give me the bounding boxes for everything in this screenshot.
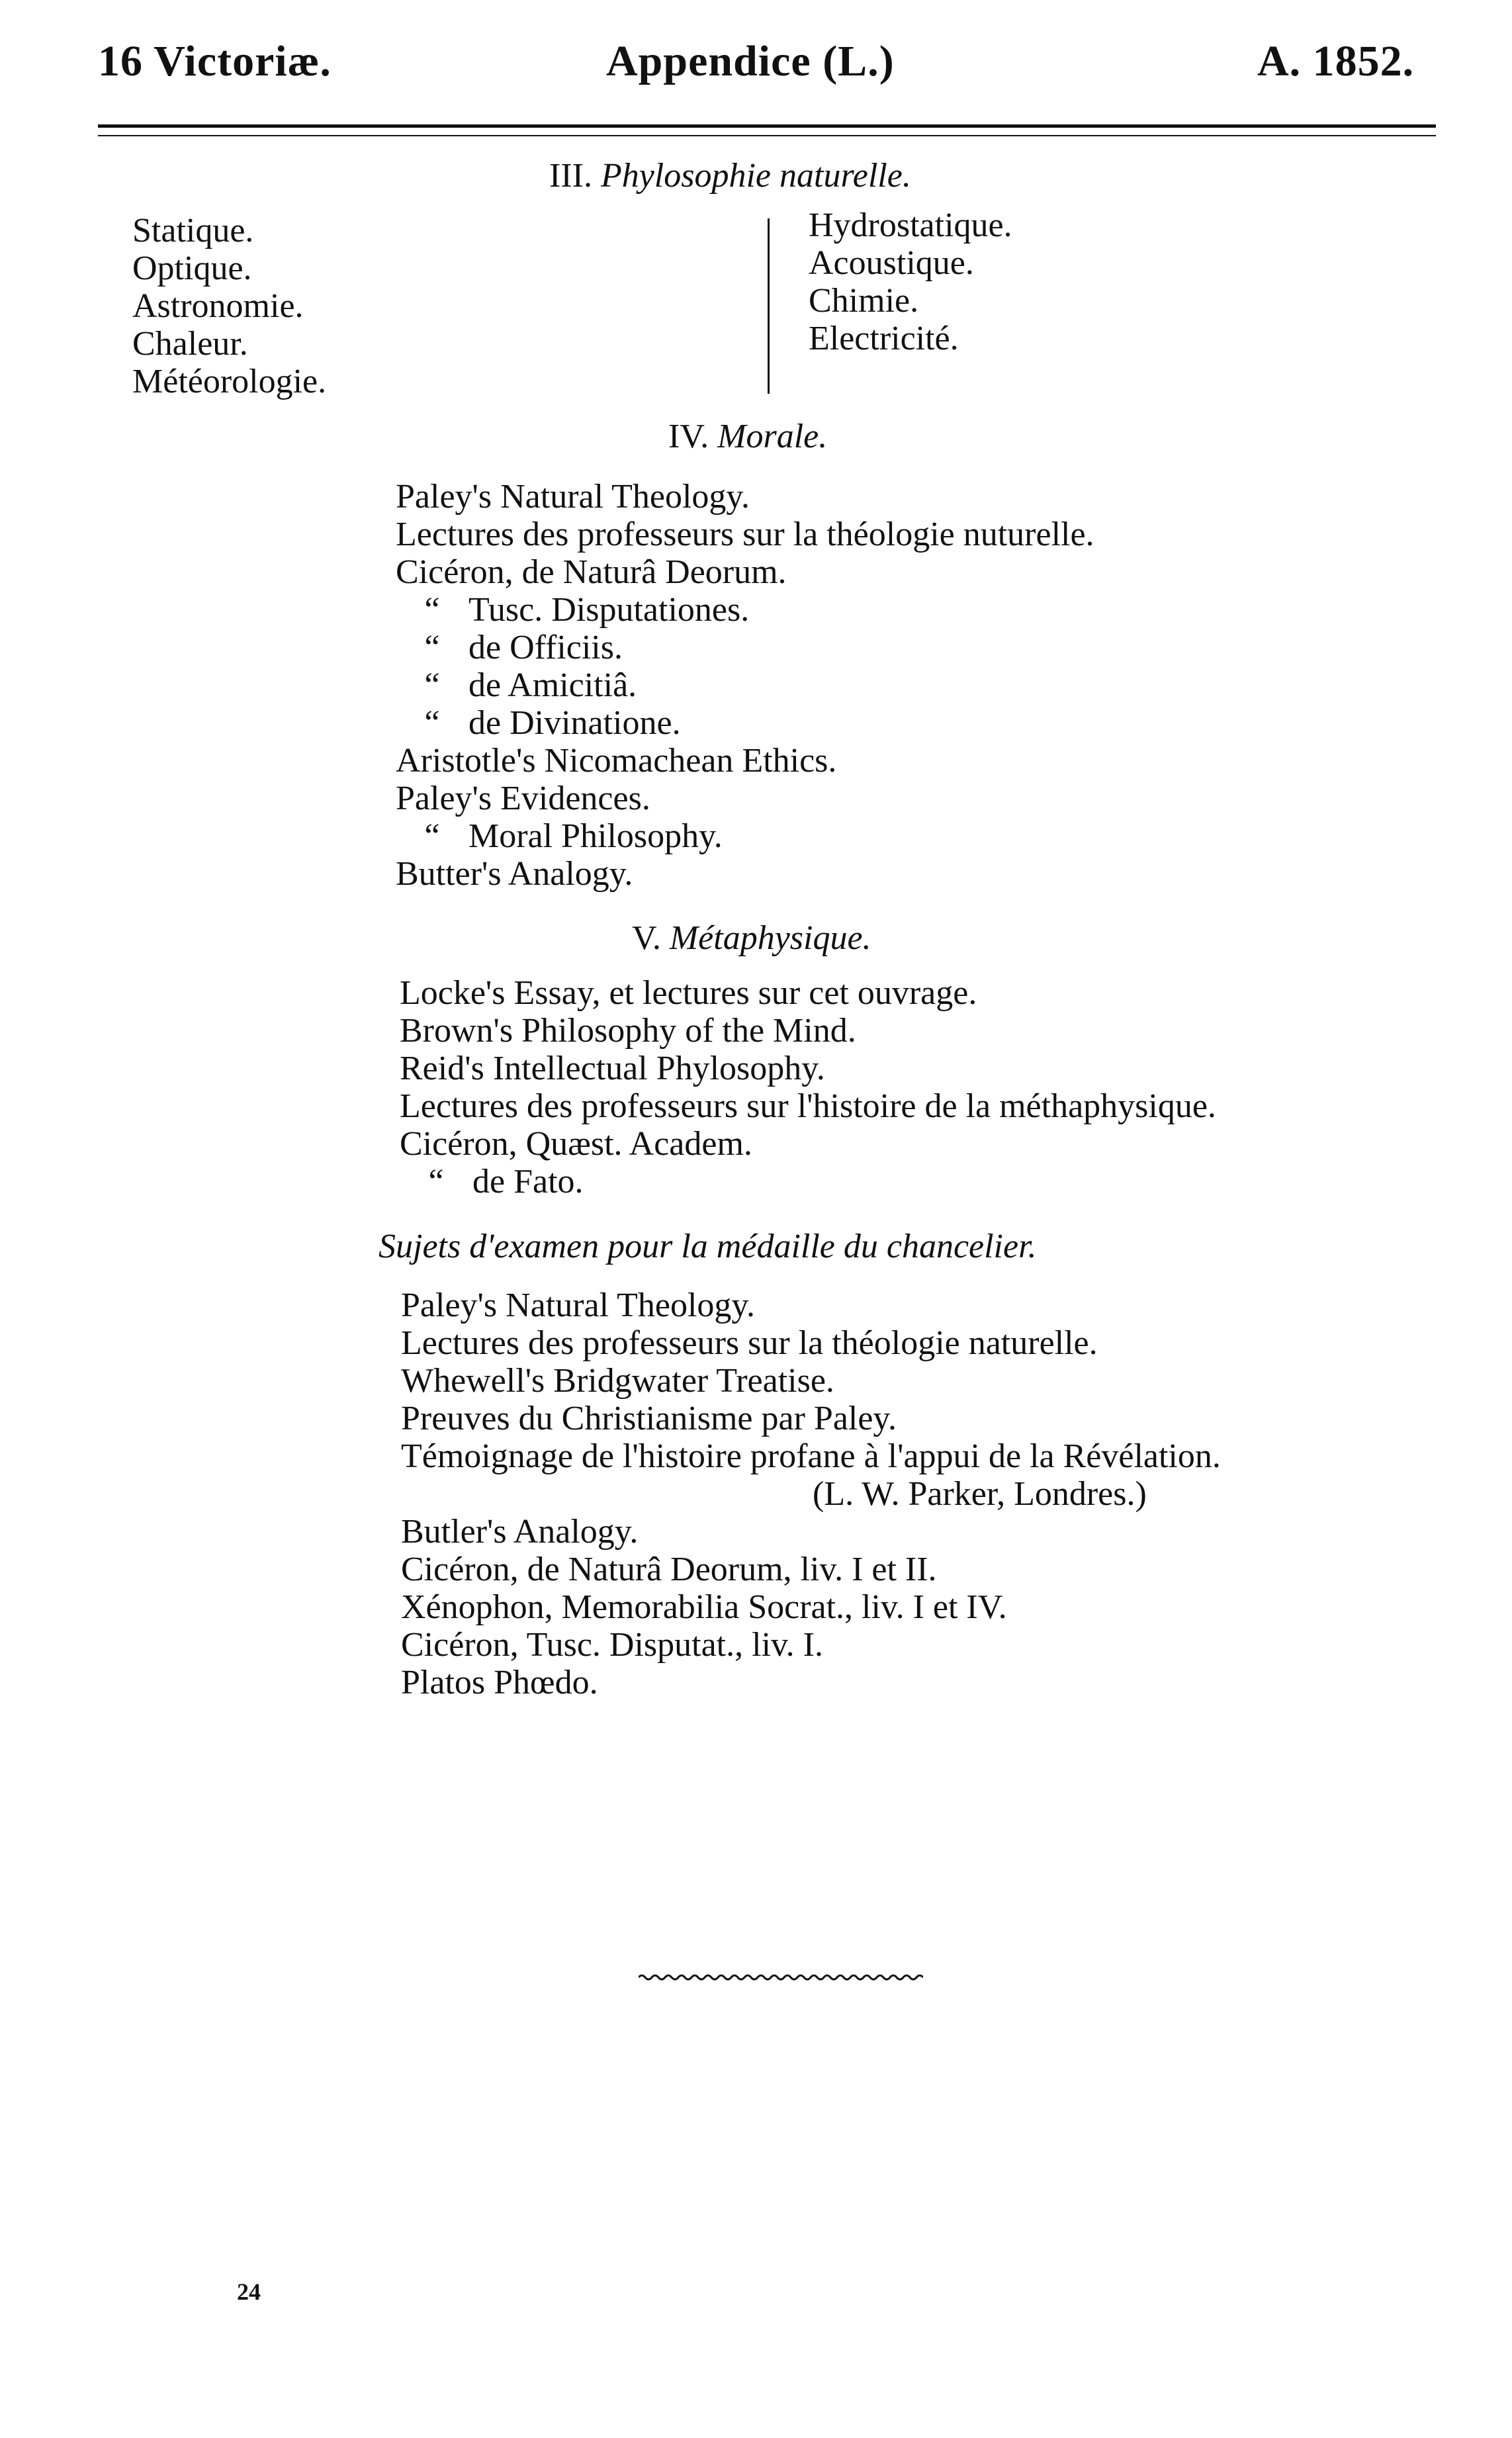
item-text: Butter's Analogy. — [396, 855, 633, 893]
list-item — [400, 1163, 1216, 1200]
item-text: de Divinatione. — [468, 704, 681, 742]
section-4-heading — [668, 417, 827, 456]
item-text: Aristotle's Nicomachean Ethics. — [396, 742, 837, 780]
list-item: Météorologie. — [132, 363, 327, 400]
sujets-list — [401, 1287, 1221, 1701]
ditto-mark: “ — [428, 1163, 444, 1200]
list-item — [400, 1125, 1216, 1163]
header-left: 16 Victoriæ. — [98, 37, 332, 85]
item-text: Lectures des professeurs sur l'histoire de la méthaphysique. — [400, 1087, 1216, 1125]
list-item: Xénophon, Memorabilia Socrat., liv. I et IV. — [401, 1588, 1007, 1626]
section-3-right-list — [809, 206, 1012, 357]
list-item — [396, 855, 1094, 893]
item-text: Locke's Essay, et lectures sur cet ouvrage. — [400, 974, 977, 1012]
header-right: A. 1852. — [1257, 37, 1415, 85]
list-item — [396, 553, 1094, 591]
list-item: Paley's Natural Theology. — [401, 1287, 756, 1324]
item-text: Cicéron, de Naturâ Deorum. — [396, 553, 787, 591]
item-text: Lectures des professeurs sur la théologie nuturelle. — [396, 516, 1094, 553]
header-rule-thick — [98, 124, 1436, 128]
header-center: Appendice (L.) — [606, 37, 895, 85]
list-item — [400, 1050, 1216, 1087]
ditto-mark: “ — [424, 629, 440, 666]
list-item — [400, 1087, 1216, 1125]
list-item — [400, 974, 1216, 1012]
list-item: Chimie. — [809, 282, 919, 320]
list-item: Acoustique. — [809, 244, 974, 282]
list-item — [396, 742, 1094, 780]
list-item: Hydrostatique. — [809, 206, 1012, 244]
list-item — [396, 591, 1094, 629]
item-text: Cicéron, Quæst. Academ. — [400, 1125, 752, 1163]
section-3-title: Phylosophie naturelle. — [600, 157, 911, 195]
section-4-numeral: IV. — [668, 418, 709, 455]
ditto-mark: “ — [424, 591, 440, 629]
section-5-title: Métaphysique. — [669, 919, 871, 957]
list-item: Cicéron, de Naturâ Deorum, liv. I et II. — [401, 1551, 937, 1588]
section-4-title: Morale. — [717, 418, 828, 455]
list-item — [396, 629, 1094, 666]
section-3-heading — [549, 156, 911, 195]
section-4-list — [396, 478, 1094, 893]
list-item — [396, 817, 1094, 855]
list-item: Butler's Analogy. — [401, 1513, 639, 1551]
column-divider — [768, 218, 770, 394]
list-item: Preuves du Christianisme par Paley. — [401, 1400, 897, 1437]
item-text: de Amicitiâ. — [468, 666, 637, 704]
list-item: Platos Phœdo. — [401, 1664, 598, 1701]
item-text: Paley's Natural Theology. — [396, 478, 750, 516]
item-text: Reid's Intellectual Phylosophy. — [400, 1050, 825, 1087]
list-item: Chaleur. — [132, 325, 248, 363]
list-item: Whewell's Bridgwater Treatise. — [401, 1362, 834, 1400]
section-5-list — [400, 974, 1216, 1200]
ditto-mark: “ — [424, 704, 440, 742]
header-rule-thin — [98, 135, 1436, 136]
list-item: Cicéron, Tusc. Disputat., liv. I. — [401, 1626, 823, 1664]
ditto-mark: “ — [424, 817, 440, 855]
list-item: Electricité. — [809, 320, 959, 357]
sujets-heading — [378, 1227, 1037, 1266]
list-item — [396, 478, 1094, 516]
item-text: Tusc. Disputationes. — [468, 591, 750, 629]
section-5-heading — [632, 919, 871, 958]
list-item: Lectures des professeurs sur la théologie naturelle. — [401, 1324, 1098, 1362]
page-mark: 24 — [237, 2279, 261, 2305]
list-item — [396, 704, 1094, 742]
section-5-numeral: V. — [632, 919, 661, 957]
item-text: Brown's Philosophy of the Mind. — [400, 1012, 856, 1050]
item-text: Paley's Evidences. — [396, 780, 650, 817]
list-item — [396, 666, 1094, 704]
section-3-left-list — [132, 212, 326, 400]
list-item: Astronomie. — [132, 287, 304, 325]
list-item — [396, 516, 1094, 553]
list-item: Optique. — [132, 249, 252, 287]
list-item — [396, 780, 1094, 817]
ditto-mark: “ — [424, 666, 440, 704]
list-item: Témoignage de l'histoire profane à l'appui de la Révélation. — [401, 1437, 1221, 1475]
section-3-numeral: III. — [549, 157, 592, 195]
list-item: Statique. — [132, 212, 254, 249]
list-item — [400, 1012, 1216, 1050]
item-text: de Fato. — [472, 1163, 584, 1200]
sujets-title: Sujets d'examen pour la médaille du chancelier. — [378, 1228, 1037, 1265]
list-item: (L. W. Parker, Londres.) — [813, 1475, 1147, 1513]
ornamental-rule — [639, 1971, 923, 1984]
item-text: de Officiis. — [468, 629, 623, 666]
item-text: Moral Philosophy. — [468, 817, 723, 855]
